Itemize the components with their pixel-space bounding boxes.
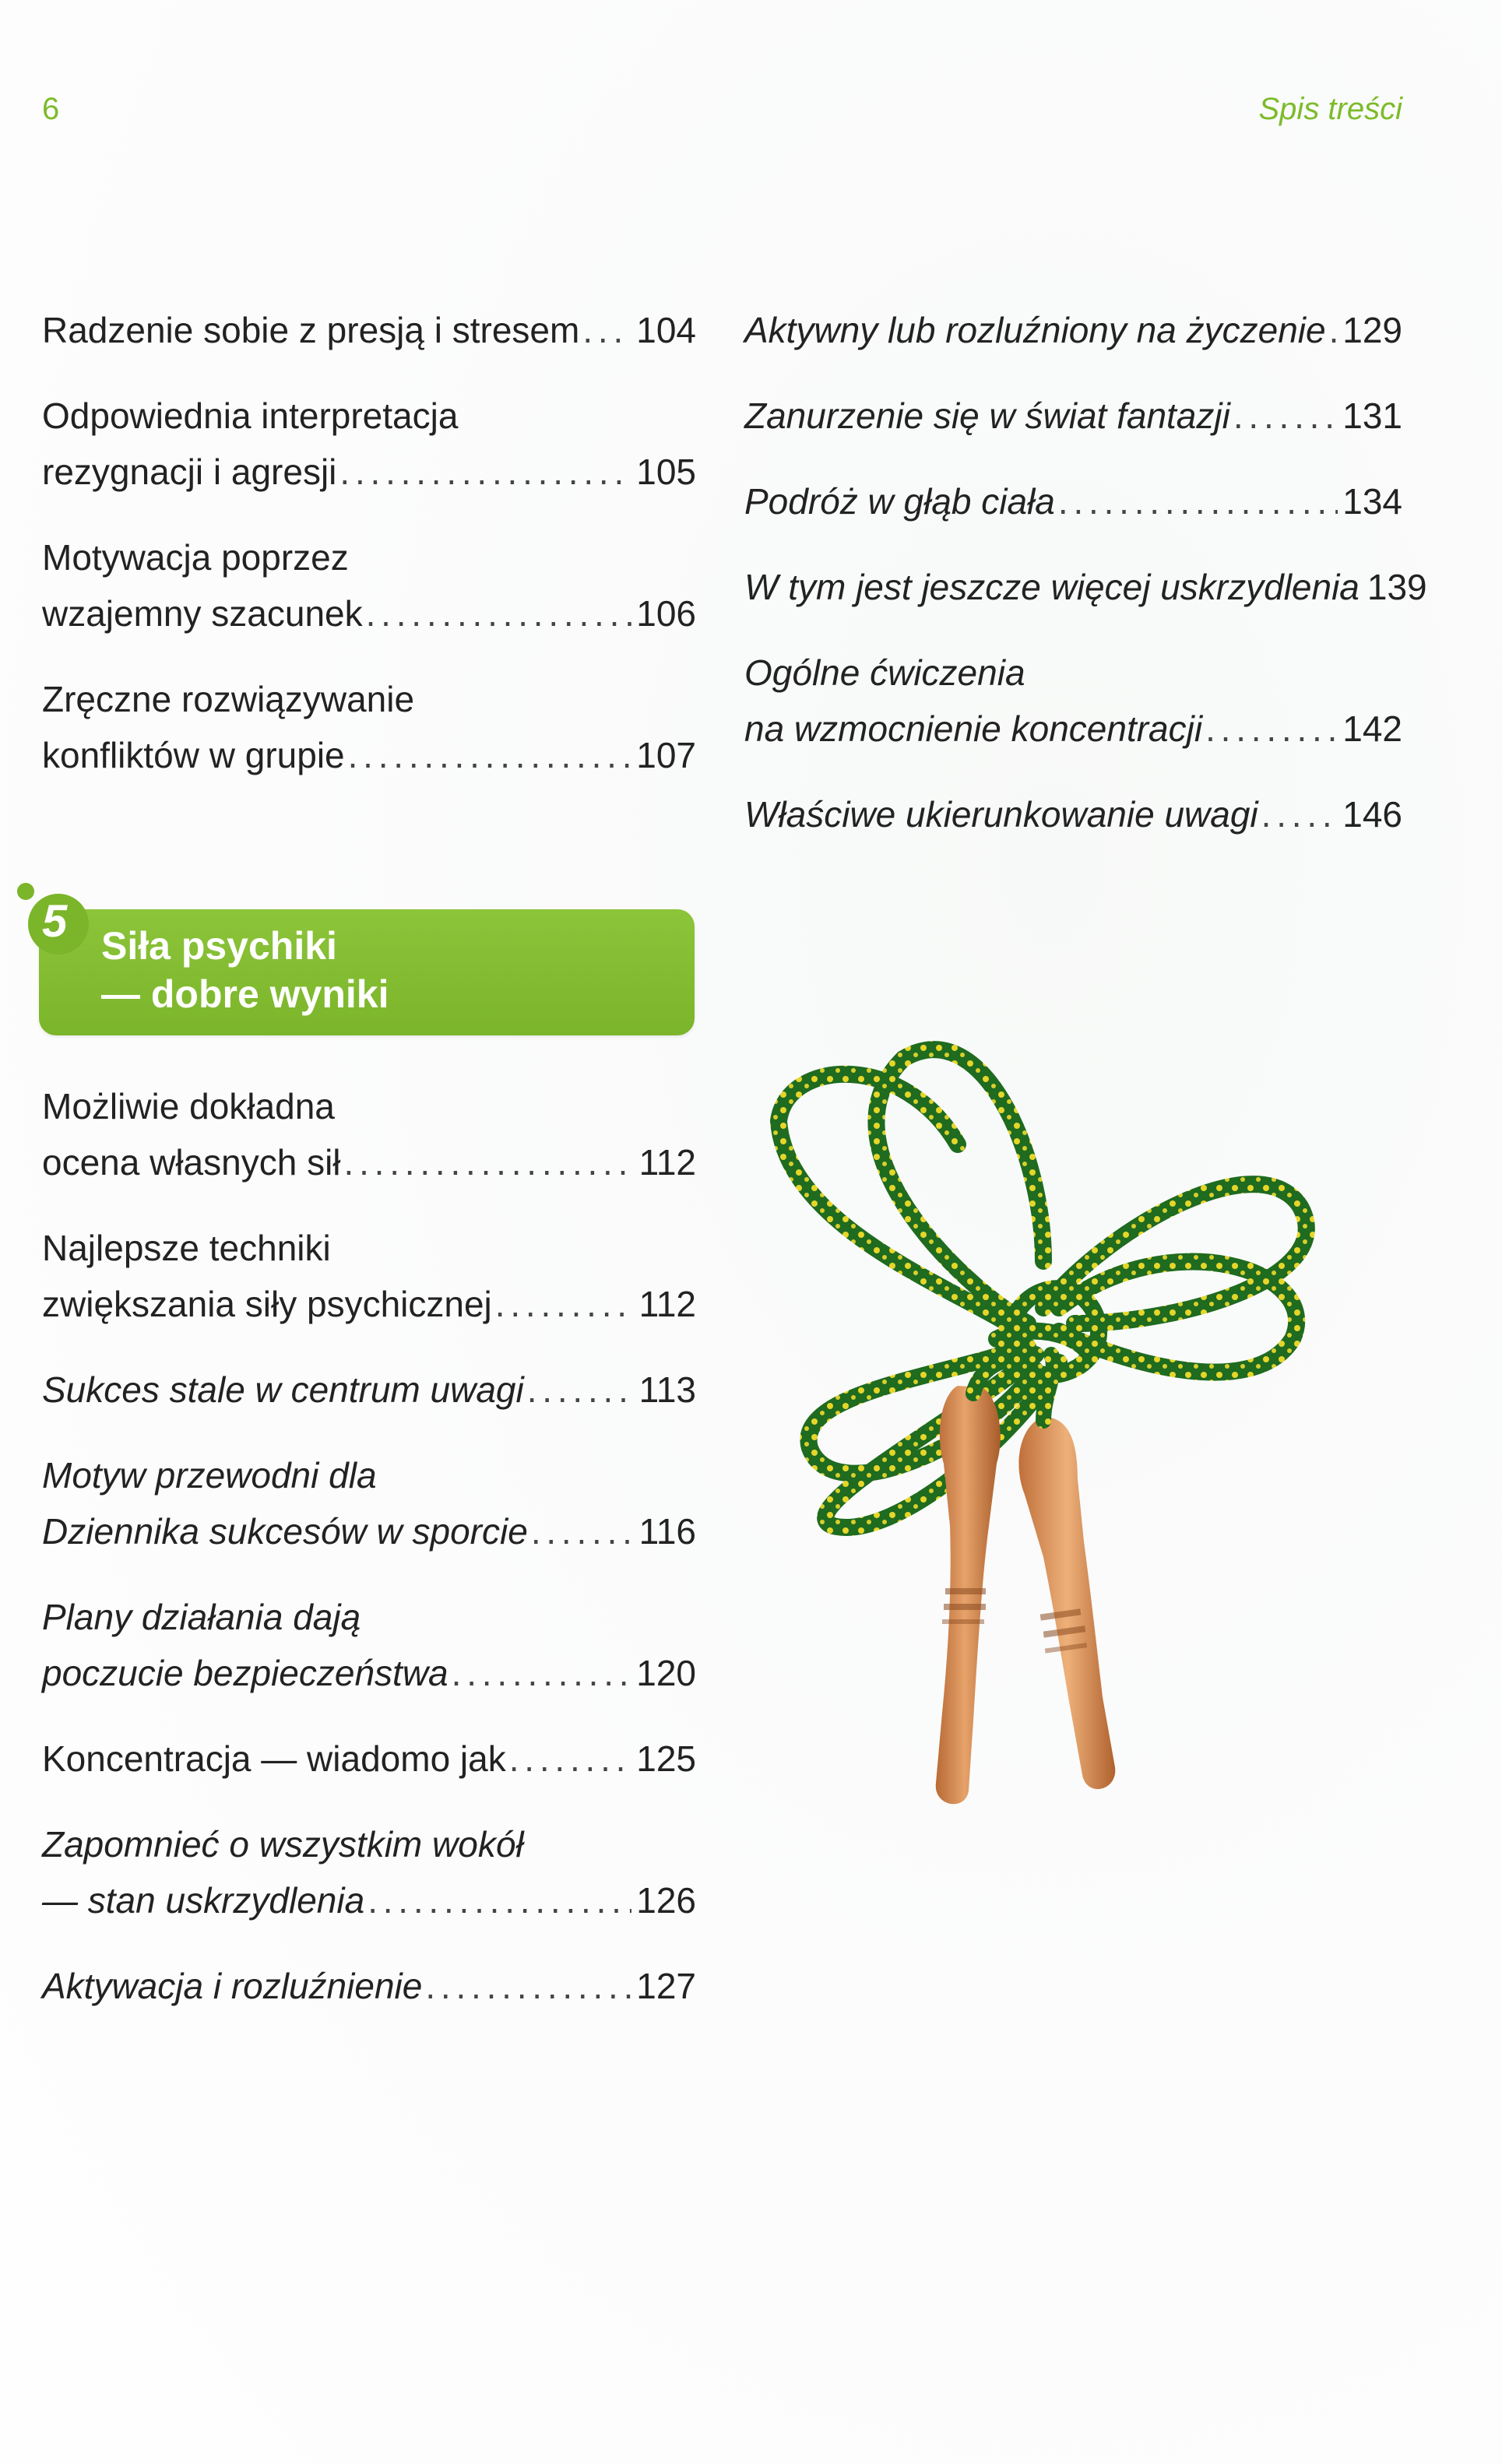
toc-page-number: 104: [636, 310, 696, 350]
toc-entry[interactable]: [42, 1447, 696, 1559]
toc-entry-title-line: Motyw przewodni dla: [42, 1455, 377, 1496]
toc-entry[interactable]: [744, 388, 1402, 444]
toc-entry-title: Zanurzenie się w świat fantazji: [744, 395, 1230, 436]
toc-entry[interactable]: [42, 302, 696, 358]
toc-entry-title: Radzenie sobie z presją i stresem: [42, 310, 580, 350]
chapter-title-line-1: Siła psychiki: [101, 924, 337, 968]
toc-entry-title-line: Plany działania dają: [42, 1597, 361, 1637]
toc-entry-last-line: [744, 473, 1402, 529]
toc-entry-title: Dziennika sukcesów w sporcie: [42, 1511, 528, 1552]
toc-entry-title-line: Zręczne rozwiązywanie: [42, 679, 415, 719]
toc-entry-last-line: [42, 444, 696, 500]
toc-entry-last-line: [42, 1645, 696, 1701]
toc-entry-last-line: [42, 302, 696, 358]
running-head: Spis treści: [1258, 92, 1402, 126]
toc-page-number: 125: [636, 1738, 696, 1779]
toc-dot-leader: [348, 727, 632, 783]
chapter-title: [101, 922, 677, 1018]
toc-entry[interactable]: [42, 1589, 696, 1701]
toc-dot-leader: [368, 1872, 631, 1928]
toc-dot-leader: [495, 1276, 635, 1332]
toc-entry-title-line: Najlepsze techniki: [42, 1228, 331, 1268]
toc-page-number: 113: [638, 1369, 696, 1410]
toc-entry-last-line: [744, 302, 1402, 358]
toc-entry[interactable]: [744, 559, 1427, 615]
toc-dot-leader: [527, 1362, 635, 1418]
toc-entry-title: ocena własnych sił: [42, 1142, 341, 1183]
toc-page-number: 139: [1367, 567, 1427, 607]
toc-dot-leader: [531, 1503, 635, 1559]
toc-entry-title: Podróż w głąb ciała: [744, 481, 1055, 522]
toc-entry-title: na wzmocnienie koncentracji: [744, 708, 1203, 749]
toc-page-number: 120: [636, 1653, 696, 1693]
toc-page-number: 106: [636, 593, 696, 634]
toc-dot-leader: [452, 1645, 632, 1701]
jump-rope-photo: [763, 1028, 1355, 1892]
toc-dot-leader: [425, 1958, 631, 2014]
toc-entry-title: Aktywacja i rozluźnienie: [42, 1966, 423, 2006]
chapter-number: 5: [42, 896, 68, 947]
toc-entry-title: konfliktów w grupie: [42, 735, 345, 775]
toc-entry-last-line: [42, 1276, 696, 1332]
toc-entry[interactable]: [42, 1362, 696, 1418]
toc-entry-title: Koncentracja — wiadomo jak: [42, 1738, 506, 1779]
toc-entry-title-line: Ogólne ćwiczenia: [744, 652, 1025, 693]
toc-entry[interactable]: [42, 1816, 696, 1928]
toc-dot-leader: [1261, 786, 1338, 842]
toc-page-number: 134: [1342, 481, 1402, 522]
page-number: 6: [42, 92, 60, 126]
toc-page-number: 112: [638, 1284, 696, 1324]
toc-entry-last-line: [42, 585, 696, 641]
toc-entry-title: Właściwe ukierunkowanie uwagi: [744, 794, 1258, 835]
toc-dot-leader: [1058, 473, 1338, 529]
toc-page-number: 142: [1342, 708, 1402, 749]
toc-page-number: 107: [636, 735, 696, 775]
toc-dot-leader: [339, 444, 631, 500]
toc-entry-last-line: [42, 1872, 696, 1928]
toc-left-bottom: [42, 1078, 696, 2044]
toc-entry-last-line: [744, 701, 1402, 757]
toc-page-number: 146: [1342, 794, 1402, 835]
toc-entry-title: zwiększania siły psychicznej: [42, 1284, 492, 1324]
toc-entry-last-line: [42, 1362, 696, 1418]
toc-page-number: 105: [636, 452, 696, 492]
toc-entry[interactable]: [744, 786, 1402, 842]
toc-right-top: [744, 302, 1427, 872]
toc-entry-last-line: [744, 388, 1402, 444]
toc-dot-leader: [582, 302, 631, 358]
toc-entry-title: Sukces stale w centrum uwagi: [42, 1369, 524, 1410]
toc-dot-leader: [1205, 701, 1338, 757]
toc-dot-leader: [509, 1731, 632, 1787]
toc-entry[interactable]: [744, 473, 1402, 529]
toc-dot-leader: [1233, 388, 1338, 444]
toc-entry-last-line: [42, 727, 696, 783]
toc-page-number: 131: [1342, 395, 1402, 436]
toc-entry-title: rezygnacji i agresji: [42, 452, 337, 492]
chapter-title-line-2: — dobre wyniki: [101, 972, 389, 1016]
toc-entry-last-line: [744, 559, 1427, 615]
toc-dot-leader: [1329, 302, 1338, 358]
toc-entry[interactable]: [42, 388, 696, 500]
toc-entry-last-line: [42, 1958, 696, 2014]
toc-page-number: 112: [638, 1142, 696, 1183]
toc-entry[interactable]: [42, 671, 696, 783]
toc-entry-title-line: Odpowiednia interpretacja: [42, 395, 459, 436]
toc-entry-last-line: [744, 786, 1402, 842]
toc-entry[interactable]: [42, 1731, 696, 1787]
toc-page-number: 126: [636, 1880, 696, 1921]
toc-entry-title-line: Zapomnieć o wszystkim wokół: [42, 1824, 524, 1865]
toc-entry-title-line: Możliwie dokładna: [42, 1086, 335, 1127]
toc-entry-title: wzajemny szacunek: [42, 593, 363, 634]
toc-entry-title: W tym jest jeszcze więcej uskrzydlenia: [744, 567, 1360, 607]
toc-entry-title: poczucie bezpieczeństwa: [42, 1653, 448, 1693]
chapter-marker-dot: [17, 883, 34, 900]
toc-entry-title-line: Motywacja poprzez: [42, 537, 349, 578]
toc-dot-leader: [344, 1134, 635, 1190]
toc-left-top: [42, 302, 696, 813]
handle-right: [1018, 1417, 1115, 1789]
toc-entry[interactable]: [744, 302, 1402, 358]
toc-entry-title: — stan uskrzydlenia: [42, 1880, 365, 1921]
toc-page-number: 116: [638, 1511, 696, 1552]
toc-entry[interactable]: [42, 1078, 696, 1190]
toc-entry-title: Aktywny lub rozluźniony na życzenie: [744, 310, 1326, 350]
toc-page-number: 129: [1342, 310, 1402, 350]
toc-entry-last-line: [42, 1731, 696, 1787]
toc-entry[interactable]: [42, 529, 696, 641]
toc-entry[interactable]: [744, 645, 1402, 757]
handle-left: [936, 1386, 1001, 1804]
toc-page-number: 127: [636, 1966, 696, 2006]
toc-entry[interactable]: [42, 1958, 696, 2014]
toc-entry-last-line: [42, 1503, 696, 1559]
toc-dot-leader: [366, 585, 632, 641]
toc-entry-last-line: [42, 1134, 696, 1190]
toc-entry[interactable]: [42, 1220, 696, 1332]
